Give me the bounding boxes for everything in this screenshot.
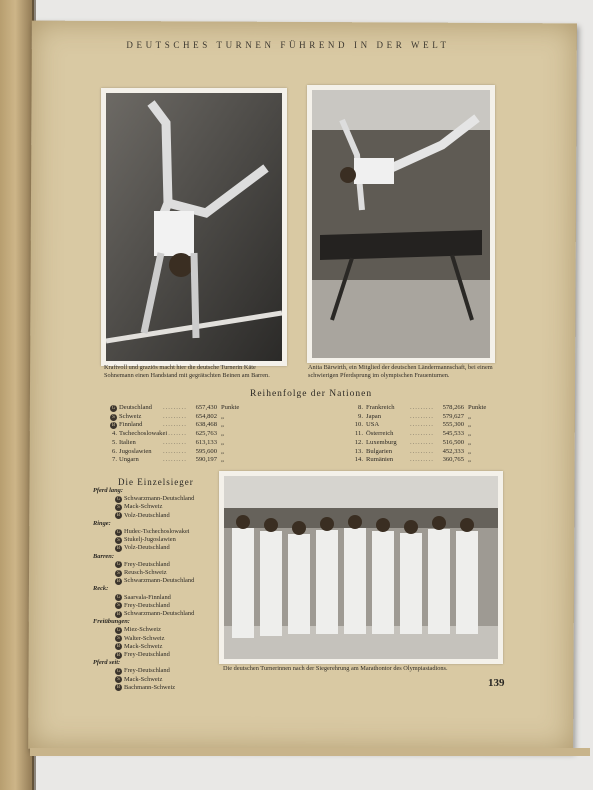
leader-dots: ......... [410, 404, 434, 411]
nation-points: 613,133 [195, 438, 217, 446]
silver-medal-icon: S [110, 414, 117, 421]
nation-rank: 12. [354, 438, 363, 446]
winner-name: Frey-Deutschland [124, 667, 170, 675]
winner-name: Reusch-Schweiz [124, 569, 167, 577]
leader-dots: ......... [163, 438, 187, 446]
nation-name: Finnland [119, 421, 143, 429]
standings-row [110, 404, 239, 413]
winner-name: Schwarzmann-Deutschland [124, 610, 195, 618]
bronze-medal-icon: B [116, 685, 121, 691]
event-winner [93, 536, 194, 544]
winner-name: Saarvala-Finnland [124, 593, 171, 601]
event-category: Barren: [93, 552, 114, 560]
event-winner [93, 602, 194, 610]
bronze-medal-icon: B [116, 644, 121, 650]
nation-name: Österreich [366, 430, 394, 438]
standings-right [351, 404, 486, 465]
nation-rank: 7. [112, 456, 117, 464]
points-unit: „ [468, 447, 471, 455]
event-category: Pferd lang: [93, 487, 123, 494]
silver-medal-icon: S [115, 537, 122, 544]
event-category: Freiübungen: [93, 618, 130, 626]
nation-points: 657,430 [195, 404, 217, 411]
points-unit: Punkte [468, 404, 487, 411]
nation-points: 590,197 [195, 456, 217, 464]
standings-row [110, 456, 239, 465]
event-winner [93, 512, 194, 520]
event-winner [93, 643, 194, 651]
nation-name: USA [366, 421, 380, 429]
gold-medal-icon: G [116, 627, 121, 633]
event-winner [93, 610, 194, 618]
leader-dots: ......... [410, 438, 434, 446]
bronze-medal-icon: B [116, 611, 121, 617]
gold-medal-icon: G [116, 496, 121, 502]
winner-name: Mack-Schweiz [124, 642, 163, 650]
standings-row [110, 448, 239, 457]
nation-name: Deutschland [119, 404, 152, 411]
standings-row [110, 421, 239, 430]
winner-name: Frey-Deutschland [124, 560, 170, 568]
standings-row [351, 456, 486, 465]
standings-row [110, 439, 239, 448]
silver-medal-icon: S [115, 602, 122, 609]
event-category: Reck: [93, 585, 109, 593]
nation-rank: 5. [112, 438, 117, 446]
nation-name: Schweiz [119, 412, 142, 420]
silver-medal-icon: S [115, 504, 122, 511]
winner-name: Volz-Deutschland [124, 544, 170, 552]
nation-name: Japan [366, 412, 382, 420]
photo2-caption: Anita Bärwirth, ein Mitglied der deutschen Ländermannschaft, bei einem schwierigen Pferdsprung im olympischen Frauenturnen. [308, 364, 493, 379]
nation-name: Luxemburg [366, 438, 397, 446]
gold-medal-icon: G [116, 562, 121, 568]
nation-points: 360,765 [442, 456, 464, 464]
points-unit: „ [468, 438, 471, 446]
points-unit: „ [221, 421, 224, 429]
points-unit: „ [221, 456, 224, 464]
event-winner [93, 626, 194, 634]
event-winner [93, 544, 194, 552]
photo3-caption: Die deutschen Turnerinnen nach der Siegerehrung am Marathontor des Olympiastadions. [223, 665, 448, 672]
winner-name: Volz-Deutschland [124, 511, 170, 519]
silver-medal-icon: S [115, 570, 122, 577]
nation-points: 579,627 [442, 412, 464, 420]
nation-points: 545,533 [442, 430, 464, 438]
einzelsieger-title: Die Einzelsieger [118, 477, 194, 487]
event-winner [93, 528, 194, 536]
event-winner [93, 569, 194, 577]
points-unit: „ [221, 412, 224, 420]
points-unit: „ [221, 430, 224, 438]
leader-dots: ......... [410, 430, 434, 438]
standings-row [351, 413, 486, 422]
nation-points: 578,266 [442, 404, 464, 411]
event-category: Pferd seit: [93, 659, 121, 667]
silver-medal-icon: S [115, 635, 122, 642]
nation-points: 555,300 [442, 421, 464, 429]
einzelsieger-list [93, 487, 194, 692]
winner-name: Bachmann-Schweiz [124, 683, 176, 691]
leader-dots: ......... [410, 412, 434, 420]
winner-name: Mack-Schweiz [124, 675, 163, 683]
photo-vault [307, 85, 495, 363]
photo-handstand [101, 88, 287, 366]
bronze-medal-icon: B [116, 545, 121, 551]
winner-name: Schwarzmann-Deutschland [124, 495, 195, 503]
leader-dots: ......... [163, 404, 187, 411]
gold-medal-icon: G [116, 668, 121, 674]
nation-name: Bulgarien [366, 447, 393, 455]
nation-points: 595,600 [195, 447, 217, 455]
standings-row [351, 421, 486, 430]
winner-name: Stukelj-Jugoslawien [124, 536, 176, 544]
bronze-medal-icon: B [111, 423, 116, 429]
gold-medal-icon: G [116, 529, 121, 535]
leader-dots: ......... [163, 412, 187, 420]
vault-image [312, 90, 490, 358]
event-winner [93, 561, 194, 569]
event-winner [93, 594, 194, 602]
event-winner [93, 635, 194, 643]
photo1-caption: Kraftvoll und graziös macht hier die deutsche Turnerin Käte Sohnemann einen Handstand mit gegrätschten Beinen am Barren. [104, 364, 270, 379]
points-unit: „ [468, 456, 471, 464]
leader-dots: ......... [410, 421, 434, 429]
book-bottom-edge [30, 748, 590, 756]
nation-points: 638,468 [195, 421, 217, 429]
nation-rank: 6. [112, 447, 117, 455]
points-unit: „ [468, 430, 471, 438]
bronze-medal-icon: B [116, 578, 121, 584]
points-unit: Punkte [221, 404, 240, 411]
nation-rank: 14. [354, 456, 363, 464]
points-unit: „ [468, 421, 471, 429]
event-winner [93, 667, 194, 675]
winner-name: Walter-Schweiz [124, 634, 165, 642]
winner-name: Frey-Deutschland [124, 601, 170, 609]
leader-dots: ......... [163, 421, 187, 429]
nation-rank: 4. [112, 430, 117, 438]
nation-rank: 13. [354, 447, 363, 455]
standings-title: Reihenfolge der Nationen [250, 389, 373, 399]
bronze-medal-icon: B [116, 513, 121, 519]
nation-name: Frankreich [366, 404, 395, 411]
points-unit: „ [468, 412, 471, 420]
photo-team [219, 471, 503, 664]
event-winner [93, 503, 194, 511]
nation-points: 516,500 [442, 438, 464, 446]
nation-rank: 10. [354, 421, 363, 429]
standings-row [351, 404, 486, 413]
standings-row [351, 448, 486, 457]
standings-row [351, 439, 486, 448]
points-unit: „ [221, 447, 224, 455]
event-winner [93, 676, 194, 684]
points-unit: „ [221, 438, 224, 446]
gold-medal-icon: G [111, 406, 116, 411]
leader-dots: ......... [163, 447, 187, 455]
leader-dots: ......... [410, 447, 434, 455]
bronze-medal-icon: B [116, 652, 121, 658]
nation-points: 452,333 [442, 447, 464, 455]
event-winner [93, 495, 194, 503]
team-image [224, 476, 498, 659]
page-number: 139 [488, 677, 505, 689]
nation-name: Tschechoslowakei [119, 430, 168, 438]
winner-name: Hudec-Tschechoslowakei [124, 528, 190, 536]
event-winner [93, 577, 194, 585]
event-category: Ringe: [93, 519, 111, 527]
leader-dots: ......... [163, 430, 187, 438]
standings-row [110, 413, 239, 422]
nation-name: Italien [119, 438, 136, 446]
event-winner [93, 651, 194, 659]
handstand-image [106, 93, 282, 361]
nation-name: Ungarn [119, 456, 139, 464]
leader-dots: ......... [163, 456, 187, 464]
nation-name: Jugoslawien [119, 447, 152, 455]
gold-medal-icon: G [116, 595, 121, 601]
winner-name: Frey-Deutschland [124, 651, 170, 659]
silver-medal-icon: S [115, 676, 122, 683]
event-winner [93, 684, 194, 692]
nation-rank: 11. [355, 430, 363, 438]
nation-name: Rumänien [366, 456, 394, 464]
winner-name: Mack-Schweiz [124, 503, 163, 511]
page-header: DEUTSCHES TURNEN FÜHREND IN DER WELT [126, 40, 450, 50]
standings-row [110, 430, 239, 439]
nation-rank: 9. [358, 412, 363, 420]
nation-points: 654,802 [195, 412, 217, 420]
standings-left [110, 404, 239, 465]
leader-dots: ......... [410, 456, 434, 464]
winner-name: Miez-Schweiz [124, 626, 161, 634]
nation-points: 625,763 [195, 430, 217, 438]
winner-name: Schwarzmann-Deutschland [124, 577, 195, 585]
nation-rank: 8. [358, 404, 363, 411]
standings-row [351, 430, 486, 439]
